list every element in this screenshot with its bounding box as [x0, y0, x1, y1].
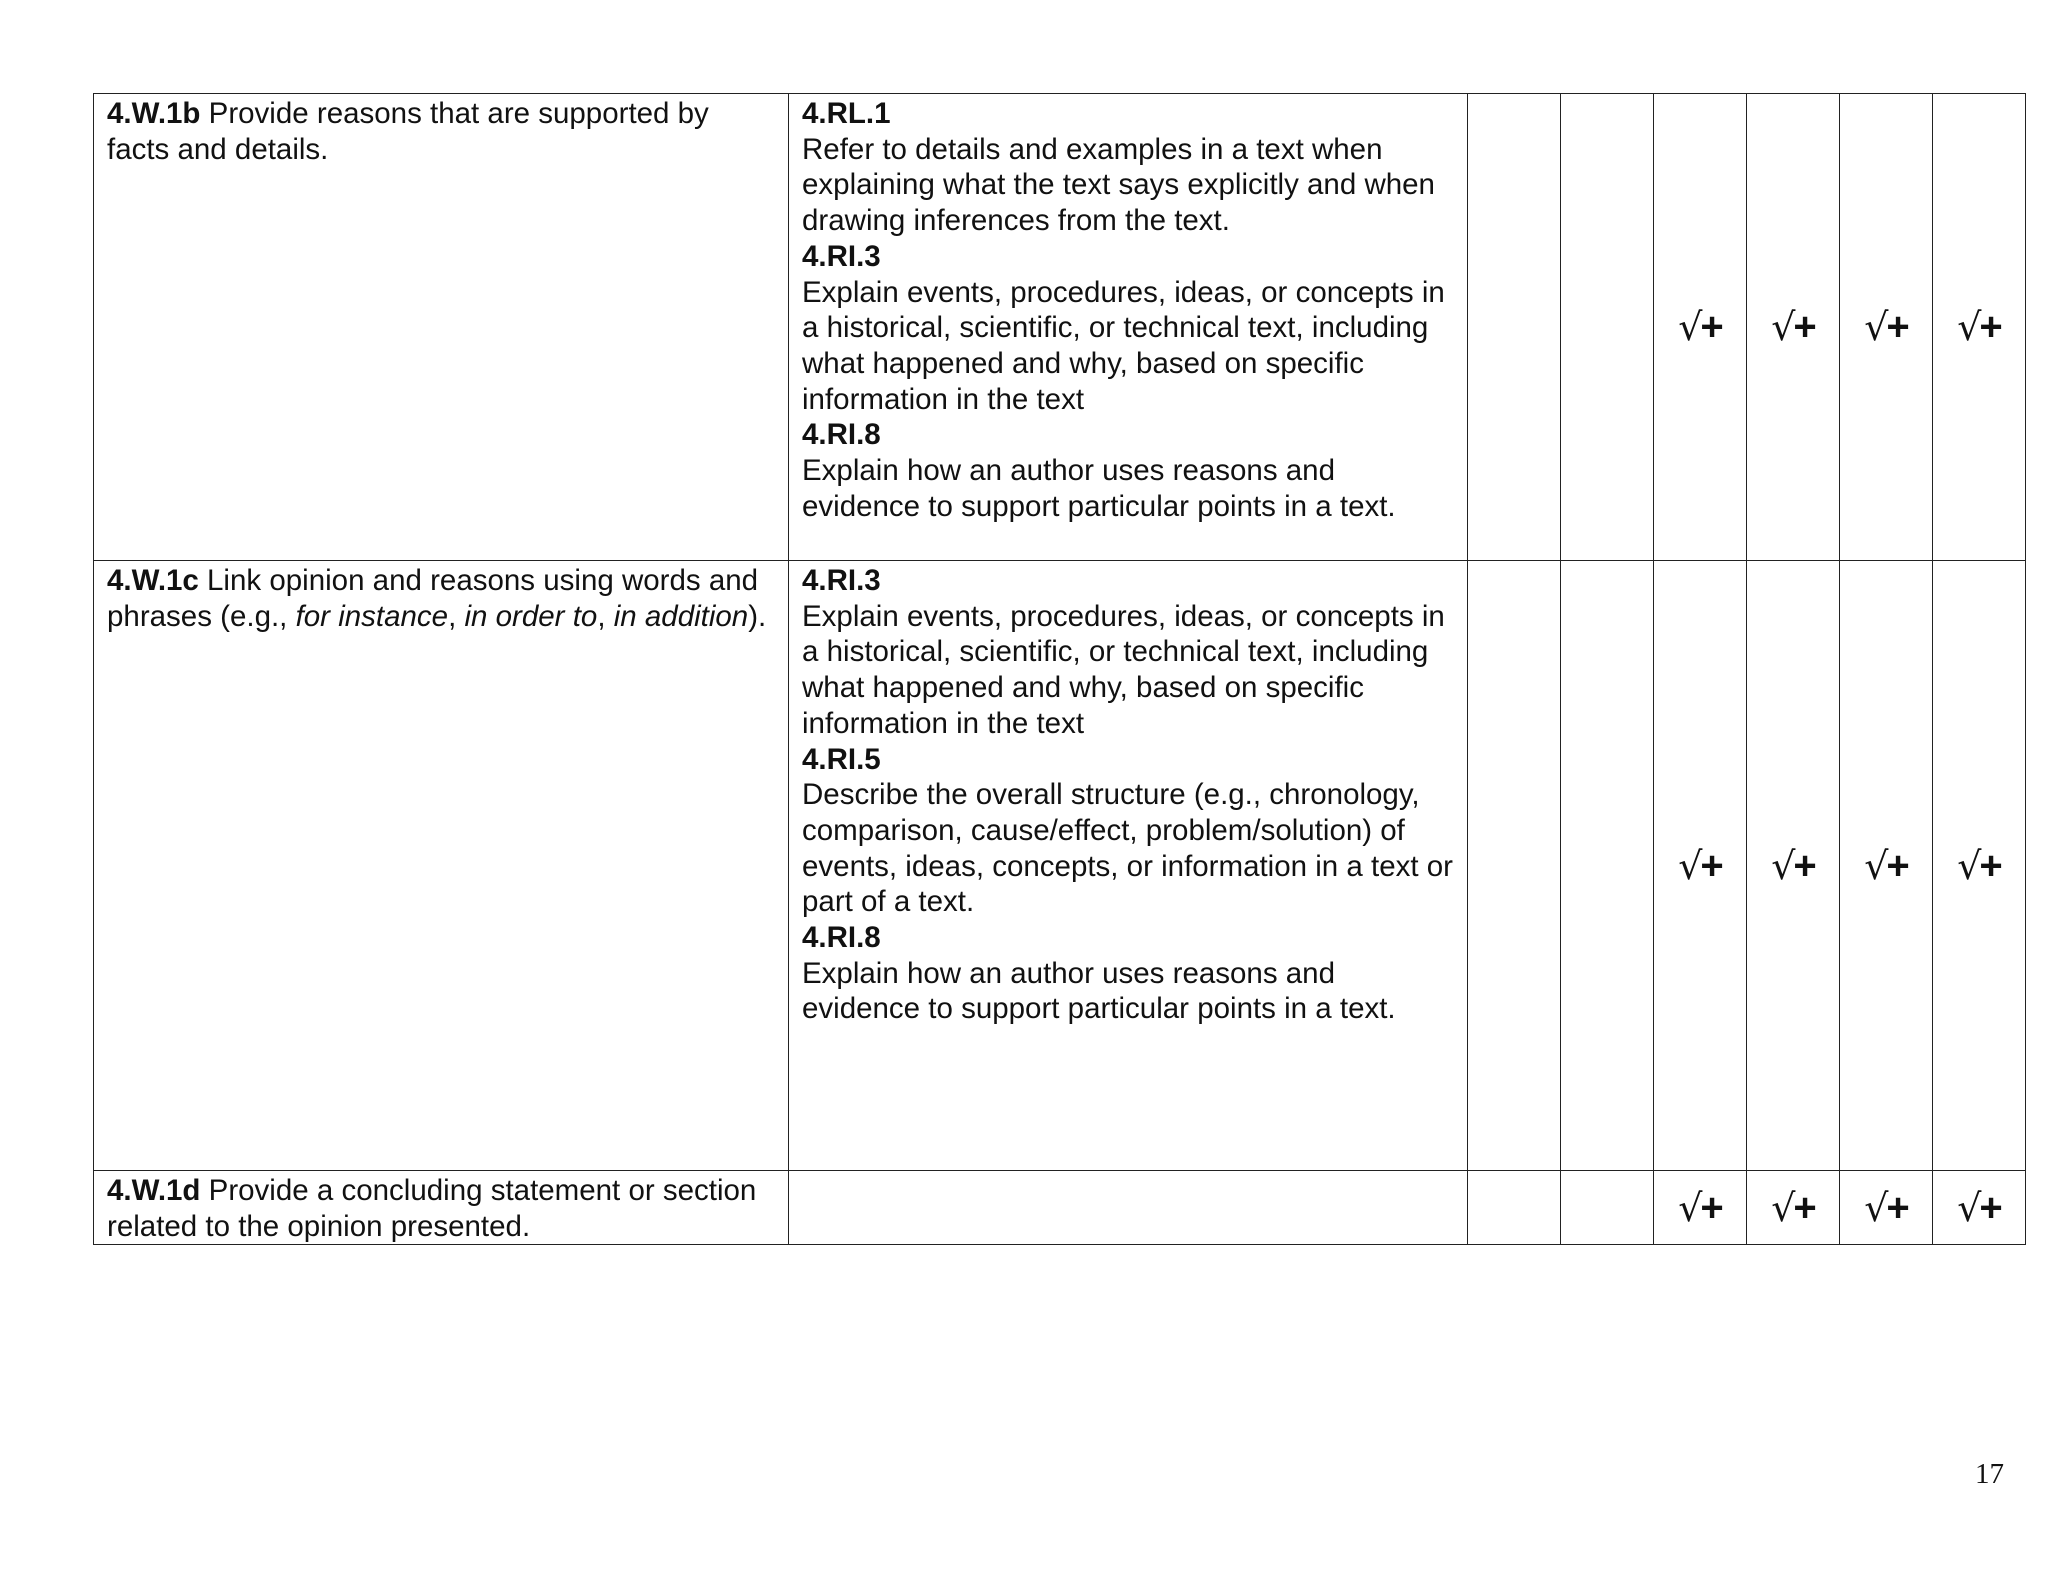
- empty-cell: [1468, 1171, 1561, 1245]
- table-row: [94, 94, 2026, 561]
- reading-standard-description: Explain events, procedures, ideas, or concepts in a historical, scientific, or technical text, including what happened and why, based on specific information in the text: [802, 275, 1445, 416]
- reading-standard-code: 4.RL.1: [802, 97, 891, 130]
- check-cell: [1933, 561, 2026, 1171]
- check-plus-mark: √+: [1771, 305, 1815, 349]
- table-row: [94, 1171, 2026, 1245]
- writing-standard-text: Provide a concluding statement or section related to the opinion presented.: [107, 1174, 757, 1243]
- reading-standard: [802, 563, 1454, 742]
- reading-standard-description: Explain how an author uses reasons and evidence to support particular points in a text.: [802, 454, 1396, 523]
- check-cell: [1933, 1171, 2026, 1245]
- reading-standard-code: 4.RI.8: [802, 921, 881, 955]
- page-number: 17: [1975, 1458, 2004, 1490]
- check-cell: [1654, 561, 1747, 1171]
- check-plus-mark: √+: [1957, 1185, 2001, 1230]
- check-plus-mark: √+: [1771, 1185, 1815, 1230]
- writing-standard-text: ,: [448, 599, 465, 633]
- check-cell: [1840, 561, 1933, 1171]
- reading-standards-cell: [789, 94, 1468, 561]
- reading-standard: [802, 920, 1454, 1027]
- check-cell: [1654, 94, 1747, 561]
- example-phrase: in addition: [613, 599, 749, 633]
- writing-standard-text: ).: [748, 599, 767, 633]
- check-cell: [1840, 1171, 1933, 1245]
- check-cell: [1654, 1171, 1747, 1245]
- reading-standard-code: 4.RI.3: [802, 564, 881, 597]
- check-cell: [1747, 94, 1840, 561]
- reading-standard-description: Describe the overall structure (e.g., chronology, comparison, cause/effect, problem/solution) of events, ideas, concepts, or information in a text or part of a text.: [802, 778, 1453, 919]
- writing-standard-code: 4.W.1d: [107, 1174, 201, 1207]
- check-plus-mark: √+: [1957, 305, 2001, 349]
- check-plus-mark: √+: [1957, 843, 2001, 888]
- reading-standard-code: 4.RI.3: [802, 239, 881, 273]
- check-plus-mark: √+: [1678, 1185, 1722, 1230]
- reading-standard-code: 4.RI.8: [802, 418, 881, 452]
- check-cell: [1747, 561, 1840, 1171]
- empty-cell: [1561, 94, 1654, 561]
- writing-standard-cell: [94, 561, 789, 1171]
- reading-standard-description: Explain how an author uses reasons and evidence to support particular points in a text.: [802, 956, 1396, 1026]
- writing-standard-cell: [94, 94, 789, 561]
- check-cell: [1747, 1171, 1840, 1245]
- reading-standard-code: 4.RI.5: [802, 742, 881, 776]
- empty-cell: [1468, 561, 1561, 1171]
- writing-standard-code: 4.W.1c: [107, 564, 199, 597]
- example-phrase: for instance: [295, 599, 449, 633]
- reading-standard: [802, 742, 1454, 921]
- check-cell: [1840, 94, 1933, 561]
- check-plus-mark: √+: [1864, 305, 1908, 349]
- reading-standards-cell: [789, 561, 1468, 1171]
- standards-table: [93, 93, 2026, 1245]
- writing-standard-code: 4.W.1b: [107, 97, 201, 130]
- writing-standard-text: Link opinion and reasons using words and phrases (e.g.,: [107, 564, 759, 633]
- check-cell: [1933, 94, 2026, 561]
- reading-standard: [802, 417, 1454, 524]
- check-plus-mark: √+: [1678, 843, 1722, 888]
- check-plus-mark: √+: [1771, 843, 1815, 888]
- reading-standard-description: Refer to details and examples in a text when explaining what the text says explicitly and when drawing inferences from the text.: [802, 132, 1435, 238]
- writing-standard-cell: [94, 1171, 789, 1245]
- table-row: [94, 561, 2026, 1171]
- writing-standard-text: Provide reasons that are supported by facts and details.: [107, 97, 709, 166]
- reading-standard: [802, 96, 1454, 239]
- reading-standard: [802, 239, 1454, 418]
- empty-cell: [1561, 561, 1654, 1171]
- check-plus-mark: √+: [1864, 843, 1908, 888]
- check-plus-mark: √+: [1678, 305, 1722, 349]
- reading-standards-cell: [789, 1171, 1468, 1245]
- empty-cell: [1468, 94, 1561, 561]
- check-plus-mark: √+: [1864, 1185, 1908, 1230]
- writing-standard-text: ,: [597, 599, 614, 633]
- reading-standard-description: Explain events, procedures, ideas, or concepts in a historical, scientific, or technical text, including what happened and why, based on specific information in the text: [802, 599, 1445, 740]
- example-phrase: in order to: [464, 599, 598, 633]
- empty-cell: [1561, 1171, 1654, 1245]
